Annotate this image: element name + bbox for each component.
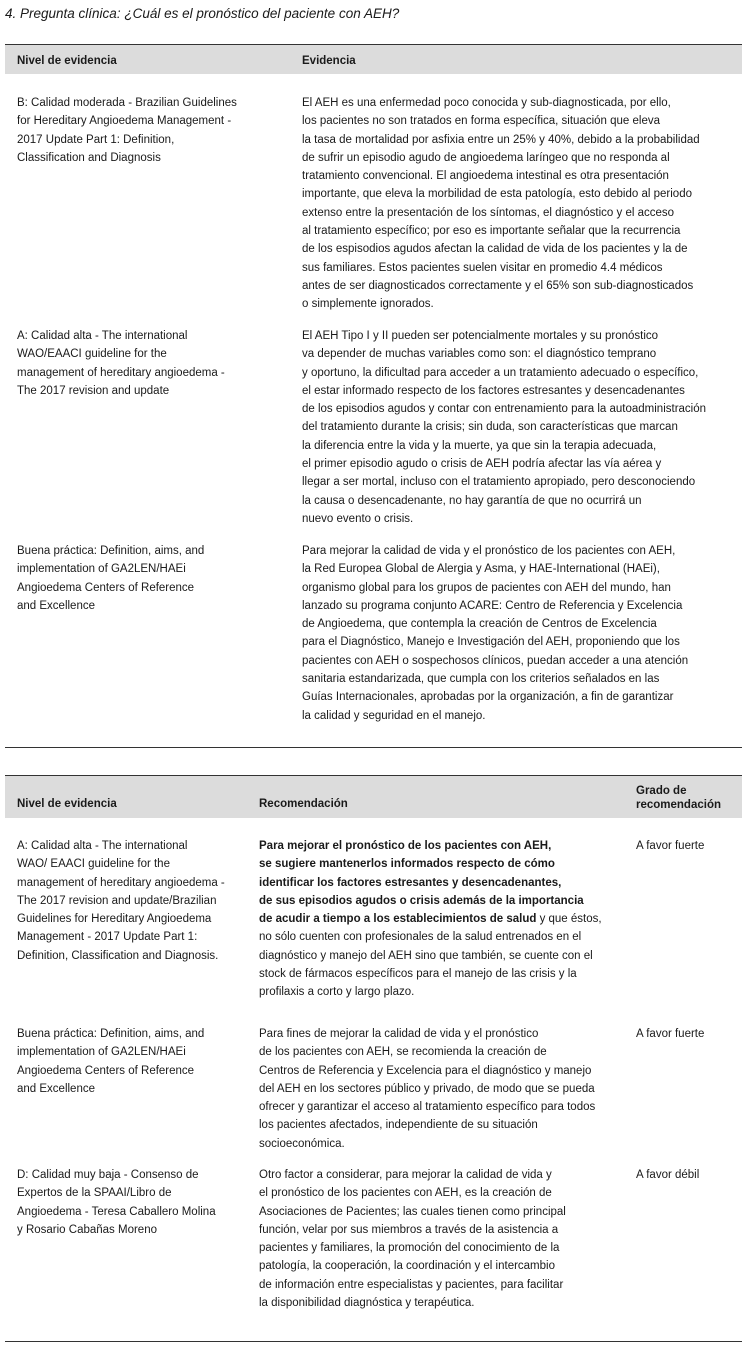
text-line: B: Calidad moderada - Brazilian Guidelines <box>17 97 237 109</box>
text-line: WAO/ EAACI guideline for the <box>17 858 170 871</box>
text-line: antes de ser diagnosticados correctamente y el 65% son sub-diagnosticados <box>302 279 694 292</box>
text-line: patología, la cooperación, la coordinación y el intercambio <box>259 1260 555 1273</box>
text-line: A: Calidad alta - The international <box>17 840 188 852</box>
text-line: Buena práctica: Definition, aims, and <box>17 545 205 557</box>
t2-row1-recommendation <box>259 837 602 1002</box>
text-line: de Angioedema, que contempla la creación de Centros de Excelencia <box>302 618 657 631</box>
text-line: el primer episodio agudo o crisis de AEH podría afectar las vía aérea y <box>302 458 662 471</box>
text-line: Angioedema - Teresa Caballero Molina <box>17 1205 216 1218</box>
text-line: Angioedema Centers of Reference <box>17 1064 195 1077</box>
text-line: función, velar por sus miembros a través de la asistencia a <box>259 1223 559 1236</box>
t2-row3-recommendation <box>259 1166 566 1312</box>
recommendation-table-header <box>5 775 742 818</box>
text-line: Asociaciones de Pacientes; las cuales tienen como principal <box>259 1205 566 1218</box>
text-line: management of hereditary angioedema - <box>17 366 225 379</box>
text-line: para el Diagnóstico, Manejo e Investigación del AEH, proponiendo que los <box>302 636 680 649</box>
text-line: va depender de muchas variables como son: el diagnóstico temprano <box>302 348 657 361</box>
text-line: Expertos de la SPAAI/Libro de <box>17 1187 172 1200</box>
text-line: y oportuno, la dificultad para acceder a un tratamiento adecuado o específico, <box>302 366 699 379</box>
header-recomendacion: Recomendación <box>259 798 348 810</box>
text-line: and Excellence <box>17 1082 95 1095</box>
text-line: la calidad y seguridad en el manejo. <box>302 709 486 722</box>
text-line: Centros de Referencia y Excelencia para el diagnóstico y manejo <box>259 1064 592 1077</box>
header-nivel-evidencia: Nivel de evidencia <box>17 55 117 67</box>
text-line: de los pacientes con AEH, se recomienda la creación de <box>259 1046 547 1059</box>
text-line: de los espisodios agudos afectan la calidad de vida de los pacientes y la de <box>302 243 688 256</box>
text-line: o simplemente ignorados. <box>302 298 434 311</box>
t1-row1-evidence <box>302 94 700 314</box>
t1-row2-evidence <box>302 327 706 528</box>
text-line: The 2017 revision and update/Brazilian <box>17 894 217 907</box>
text-line: de información entre especialistas y pacientes, para facilitar <box>259 1278 564 1291</box>
text-line: Classification and Diagnosis <box>17 151 161 164</box>
t1-row2-level <box>17 327 225 400</box>
text-line: el pronóstico de los pacientes con AEH, es la creación de <box>259 1187 552 1200</box>
text-line: diagnóstico y manejo del AEH sino que también, se cuente con el <box>259 949 593 962</box>
text-line: los pacientes afectados, independiente de su situación <box>259 1119 538 1132</box>
text-line: ofrecer y garantizar el acceso al tratamiento específico para todos <box>259 1101 596 1114</box>
text-line: lanzado su programa conjunto ACARE: Centro de Referencia y Excelencia <box>302 599 683 612</box>
text-line: Para mejorar la calidad de vida y el pronóstico de los pacientes con AEH, <box>302 545 676 557</box>
t2-row1-grade: A favor fuerte <box>636 840 705 852</box>
t2-row2-grade: A favor fuerte <box>636 1028 705 1040</box>
text-line: tratamiento convencional. El angioedema intestinal es otra presentación <box>302 170 669 183</box>
text-line: los pacientes no son tratados en forma específica, situación que eleva <box>302 115 660 128</box>
text-line: and Excellence <box>17 599 95 612</box>
text-line: llegar a ser mortal, incluso con el tratamiento apropiado, pero desconociendo <box>302 476 696 489</box>
t2-row2-recommendation <box>259 1025 595 1153</box>
text-line: no sólo cuenten con profesionales de la salud entrenados en el <box>259 931 582 944</box>
text-line: al tratamiento específico; por eso es importante señalar que la recurrencia <box>302 225 681 238</box>
text-line: extenso entre la presentación de los síntomas, el diagnóstico y el acceso <box>302 206 675 219</box>
header-grado-line2: recomendación <box>636 799 721 811</box>
text-line: la causa o desencadenante, no hay garantía de que no ocurrirá un <box>302 494 642 507</box>
text-line: del AEH en los sectores público y privado, de modo que se pueda <box>259 1082 595 1095</box>
text-line: la tasa de mortalidad por asfixia entre un 25% y 40%, debido a la probabilidad <box>302 133 700 146</box>
header-nivel-evidencia-2: Nivel de evidencia <box>17 798 117 810</box>
text-line: 2017 Update Part 1: Definition, <box>17 133 175 146</box>
t1-row3-evidence <box>302 542 688 725</box>
text-line: Definition, Classification and Diagnosis. <box>17 949 219 962</box>
text-line: management of hereditary angioedema - <box>17 876 225 889</box>
text-line: la diferencia entre la vida y la muerte, ya que sin la terapia adecuada, <box>302 439 657 452</box>
text-line: stock de fármacos específicos para el manejo de las crisis y la <box>259 968 577 981</box>
evidence-table-header <box>5 44 742 74</box>
t2-row3-level <box>17 1166 216 1239</box>
t2-row1-rec-bold <box>259 837 602 910</box>
text-line: Otro factor a considerar, para mejorar la calidad de vida y <box>259 1169 552 1181</box>
text-line: sus familiares. Estos pacientes suelen visitar en promedio 4.4 médicos <box>302 261 663 274</box>
evidence-table-bottom-rule <box>5 747 742 748</box>
evidence-table <box>5 44 742 74</box>
text-line: la Red Europea Global de Alergia y Asma, y HAE-International (HAEi), <box>302 563 660 576</box>
text-line: pacientes y familiares, la promoción del conocimiento de la <box>259 1242 560 1255</box>
text-line: Management - 2017 Update Part 1: <box>17 931 198 944</box>
text-line: El AEH es una enfermedad poco conocida y sub-diagnosticada, por ello, <box>302 97 671 109</box>
text-line: nuevo evento o crisis. <box>302 512 414 525</box>
text-line: The 2017 revision and update <box>17 384 170 397</box>
recommendation-table <box>5 775 742 818</box>
t2-row1-rec-rest <box>259 928 602 1001</box>
text-line: implementation of GA2LEN/HAEi <box>17 563 186 576</box>
text-line: socioeconómica. <box>259 1137 345 1150</box>
text-line: implementation of GA2LEN/HAEi <box>17 1046 186 1059</box>
text-line: El AEH Tipo I y II pueden ser potencialmente mortales y su pronóstico <box>302 330 659 342</box>
text-line: Buena práctica: Definition, aims, and <box>17 1028 205 1040</box>
text-line: del tratamiento durante la crisis; sin duda, son características que marcan <box>302 421 678 434</box>
t1-row3-level <box>17 542 204 615</box>
text-line: organismo global para los grupos de pacientes con AEH del mundo, han <box>302 581 671 594</box>
recommendation-table-bottom-rule <box>5 1341 742 1342</box>
text-line: identificar los factores estresantes y desencadenantes, <box>259 876 562 889</box>
text-line: A: Calidad alta - The international <box>17 330 188 342</box>
text-line: sanitaria estandarizada, que cumpla con los criterios señalados en las <box>302 673 660 686</box>
page-title: 4. Pregunta clínica: ¿Cuál es el pronóstico del paciente con AEH? <box>5 6 400 21</box>
t2-row1-rec-mixed-bold: de acudir a tiempo a los establecimientos de salud <box>259 913 537 926</box>
text-line: WAO/EAACI guideline for the <box>17 348 167 361</box>
text-line: y Rosario Cabañas Moreno <box>17 1223 157 1236</box>
t1-row1-level <box>17 94 237 167</box>
text-line: importante, que eleva la morbilidad de esta patología, esto debido al periodo <box>302 188 692 201</box>
t2-row1-rec-mixed-rest: y que éstos, <box>536 913 602 926</box>
text-line: el estar informado respecto de los factores estresantes y desencadenantes <box>302 384 685 397</box>
text-line: Guidelines for Hereditary Angioedema <box>17 913 212 926</box>
t2-row1-rec-mixed-line <box>259 910 602 928</box>
text-line: de los episodios agudos y contar con entrenamiento para la autoadministración <box>302 403 707 416</box>
text-line: D: Calidad muy baja - Consenso de <box>17 1169 199 1181</box>
text-line: for Hereditary Angioedema Management - <box>17 115 232 128</box>
text-line: de sus episodios agudos o crisis además de la importancia <box>259 894 584 907</box>
text-line: Para mejorar el pronóstico de los pacientes con AEH, <box>259 840 552 852</box>
t2-row1-level <box>17 837 225 965</box>
text-line: profilaxis a corto y largo plazo. <box>259 986 415 999</box>
t2-row2-level <box>17 1025 204 1098</box>
text-line: Angioedema Centers of Reference <box>17 581 195 594</box>
text-line: se sugiere mantenerlos informados respecto de cómo <box>259 858 555 871</box>
text-line: pacientes con AEH o sospechosos clínicos, puedan acceder a una atención <box>302 654 689 667</box>
header-evidencia: Evidencia <box>302 55 356 67</box>
text-line: la disponibilidad diagnóstica y terapéutica. <box>259 1297 475 1310</box>
header-grado-line1: Grado de <box>636 785 687 797</box>
text-line: Para fines de mejorar la calidad de vida y el pronóstico <box>259 1028 539 1040</box>
t2-row3-grade: A favor débil <box>636 1169 700 1181</box>
text-line: Guías Internacionales, aprobadas por la organización, a fin de garantizar <box>302 691 674 704</box>
text-line: de sufrir un episodio agudo de angioedema laríngeo que no responda al <box>302 151 670 164</box>
